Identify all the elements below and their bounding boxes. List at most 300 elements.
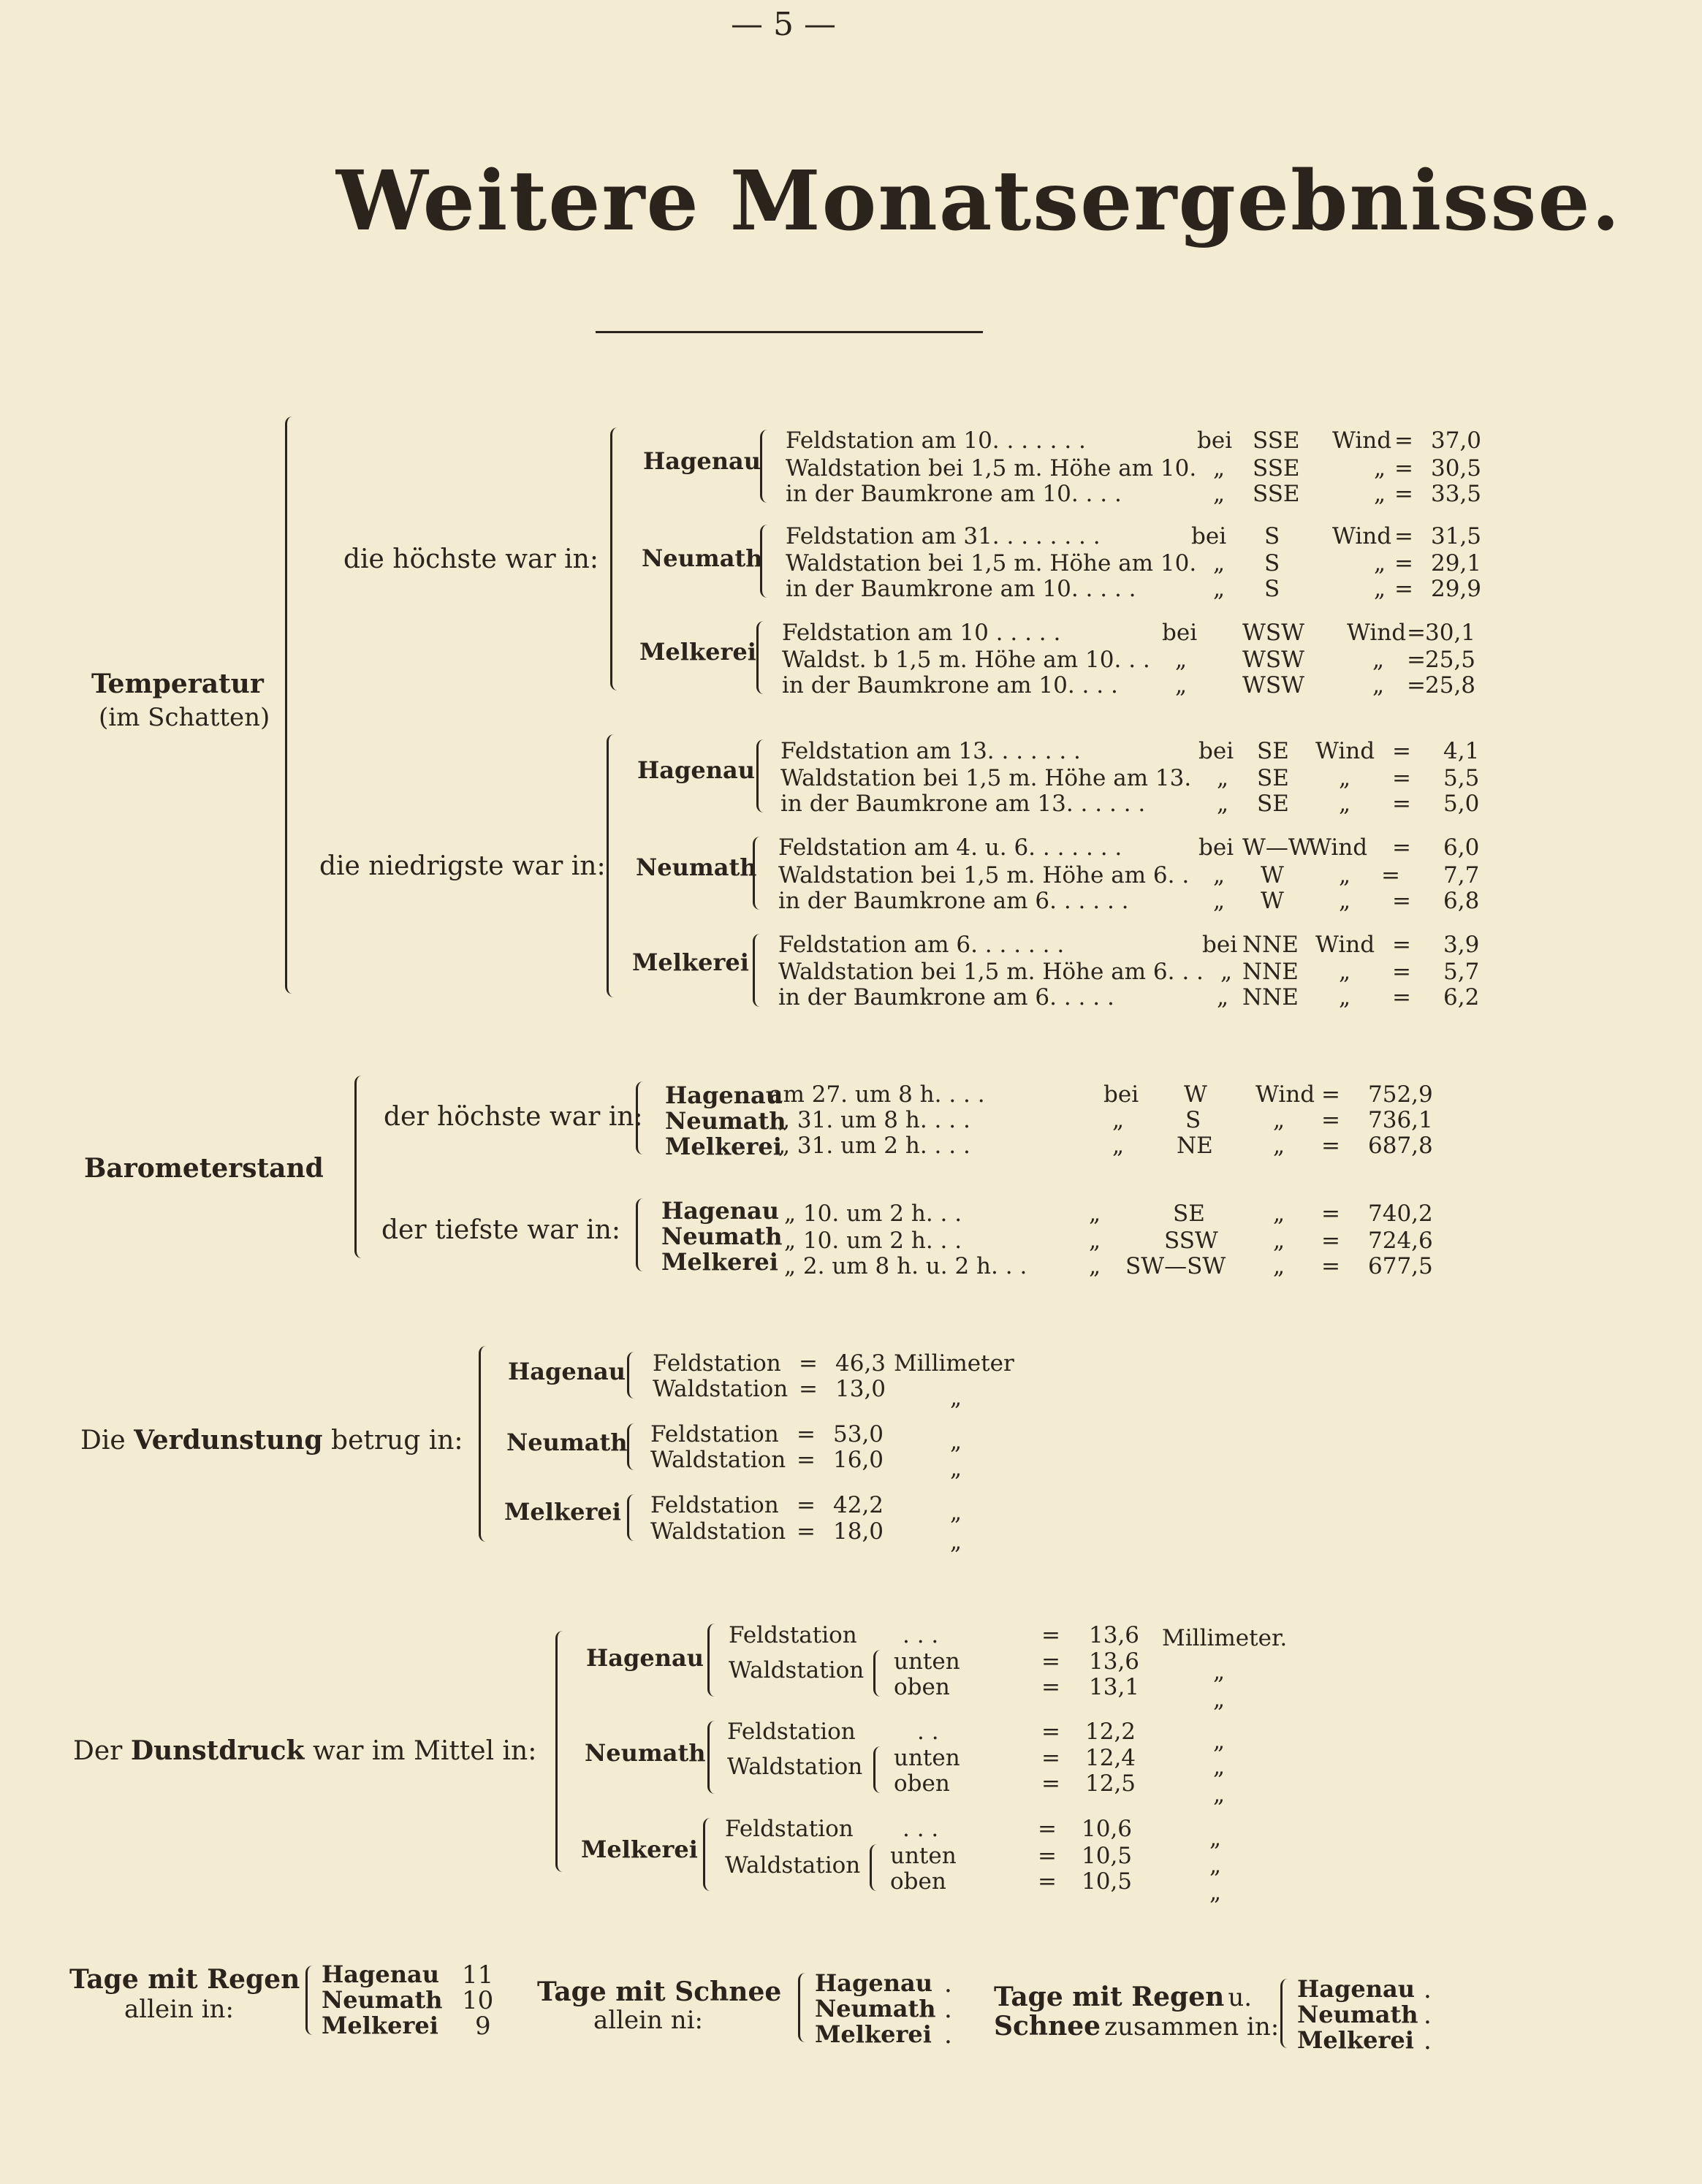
station-neumath: Neumath: [322, 1986, 443, 2014]
vapor-oben-eq: =: [1041, 1674, 1060, 1700]
temp-row-val: 33,5: [1431, 481, 1482, 507]
temp-row-bei: „: [1217, 984, 1229, 1011]
vapor-wald-brace: [873, 1650, 881, 1697]
station-neumath: Neumath: [506, 1428, 628, 1456]
temp-row-dir: SE: [1257, 791, 1289, 817]
temp-row-text: in der Baumkrone am 10. . . .: [782, 672, 1118, 699]
baro-row-text: „ 31. um 2 h. . . .: [778, 1133, 970, 1159]
temp-row-text: Waldstation bei 1,5 m. Höhe am 13.: [780, 765, 1192, 791]
temp-row-eq: =: [1392, 888, 1411, 914]
temp-row-val: 7,7: [1443, 862, 1480, 889]
station-hagenau: Hagenau: [322, 1960, 439, 1988]
temp-row-val: 5,7: [1443, 959, 1480, 985]
vapor-wald: Waldstation: [727, 1754, 863, 1780]
temperature-lowest-label: die niedrigste war in:: [319, 851, 606, 881]
baro-row-dir: NE: [1177, 1133, 1213, 1159]
temp-row-val: 25,8: [1425, 672, 1476, 699]
evap-row-unit: „: [950, 1428, 962, 1455]
baro-row-val: 736,1: [1368, 1107, 1433, 1133]
temp-row-eq: =: [1392, 791, 1411, 817]
station-melkerei: Melkerei: [661, 1248, 778, 1276]
temp-row-bei: „: [1175, 647, 1188, 673]
vapor-oben-eq: =: [1038, 1868, 1057, 1895]
temp-row-val: 6,8: [1443, 888, 1480, 914]
evap-row-unit: Millimeter: [894, 1350, 1014, 1377]
temp-row-bei: bei: [1191, 523, 1227, 549]
vapor-feld-unit: „: [1213, 1728, 1226, 1754]
temp-row-eq: =: [1407, 672, 1426, 699]
vapor-oben-eq: =: [1041, 1770, 1060, 1797]
snow-days-sublabel: allein ni:: [593, 2006, 703, 2035]
temp-row-eq: =: [1407, 620, 1426, 646]
temp-row-text: in der Baumkrone am 6. . . . . .: [778, 888, 1129, 914]
station-neumath: Neumath: [585, 1739, 706, 1767]
temp-row-wind: „: [1339, 888, 1351, 914]
temp-row-val: 5,5: [1443, 765, 1480, 791]
snow-days-value: .: [944, 1995, 952, 2024]
temp-row-wind: „: [1374, 550, 1386, 577]
temp-row-eq: =: [1381, 862, 1400, 889]
baro-row-text: am 27. um 8 h. . . .: [770, 1081, 985, 1108]
evap-row-val: 42,2: [833, 1492, 884, 1518]
temp-row-bei: „: [1213, 888, 1226, 914]
station-brace: [760, 430, 770, 503]
baro-row-text: „ 10. um 2 h. . .: [784, 1228, 962, 1254]
rain-snow-label-d: zusammen in:: [1104, 2012, 1280, 2042]
title-underline: [596, 331, 983, 333]
evap-row-eq: =: [799, 1350, 818, 1377]
rain-snow-days-label: [994, 1982, 1252, 2012]
evaporation-brace: [479, 1346, 493, 1542]
temp-row-dir: WSW: [1242, 620, 1304, 646]
vapor-unten-eq: =: [1038, 1843, 1057, 1869]
temp-row-dir: SE: [1257, 738, 1289, 764]
snow-days-value: .: [944, 1969, 952, 1998]
vapor-wald: Waldstation: [725, 1852, 861, 1879]
temp-row-bei: bei: [1198, 738, 1234, 764]
temp-row-text: Waldstation bei 1,5 m. Höhe am 10.: [786, 455, 1197, 482]
rain-days-value: 10: [462, 1986, 494, 2015]
station-melkerei: Melkerei: [632, 948, 749, 976]
baro-row-val: 740,2: [1368, 1201, 1433, 1227]
temp-row-eq: =: [1407, 647, 1426, 673]
vapor-wald: Waldstation: [729, 1657, 865, 1683]
temp-row-bei: bei: [1198, 834, 1234, 861]
temp-row-dir: W: [1261, 862, 1284, 889]
rain-days-sublabel: allein in:: [124, 1995, 234, 2024]
barometer-label: Barometerstand: [84, 1153, 324, 1184]
vapor-unten-unit: „: [1213, 1659, 1226, 1685]
baro-row-eq: =: [1321, 1201, 1340, 1227]
evap-row-name: Waldstation: [650, 1518, 786, 1545]
vapor-feld-val: 12,2: [1085, 1719, 1136, 1745]
baro-row-wind: „: [1273, 1253, 1285, 1279]
temp-row-wind: „: [1339, 862, 1351, 889]
temp-row-eq: =: [1392, 959, 1411, 985]
vapor-unten-val: 13,6: [1089, 1648, 1140, 1675]
baro-row-dir: SE: [1173, 1201, 1205, 1227]
temp-row-wind: Wind: [1332, 427, 1392, 454]
station-brace: [756, 621, 766, 694]
baro-row-dir: W: [1184, 1081, 1207, 1108]
temp-row-dir: NNE: [1242, 984, 1299, 1011]
baro-row-eq: =: [1321, 1253, 1340, 1279]
temperature-label: Temperatur: [91, 669, 264, 699]
temp-row-wind: „: [1339, 765, 1351, 791]
temperature-sublabel: (im Schatten): [99, 703, 270, 732]
snow-days-value: .: [944, 2020, 952, 2050]
evaporation-label-post: betrug in:: [331, 1426, 463, 1456]
vapor-label-pre: Der: [73, 1736, 123, 1766]
temp-row-text: Feldstation am 4. u. 6. . . . . . .: [778, 834, 1122, 861]
station-brace: [703, 1818, 713, 1891]
vapor-oben: oben: [894, 1674, 950, 1700]
vapor-label-post: war im Mittel in:: [312, 1736, 537, 1766]
station-melkerei: Melkerei: [1297, 2026, 1414, 2054]
baro-row-val: 677,5: [1368, 1253, 1433, 1279]
baro-row-dir: S: [1185, 1107, 1201, 1133]
rain-days-value: 9: [475, 2012, 491, 2041]
temp-row-val: 37,0: [1431, 427, 1482, 454]
temp-row-bei: „: [1213, 576, 1226, 602]
page-title: Weitere Monatsergebnisse.: [336, 153, 1622, 249]
vapor-unten-eq: =: [1041, 1648, 1060, 1675]
vapor-unten-val: 10,5: [1082, 1843, 1133, 1869]
vapor-unten-unit: „: [1209, 1852, 1222, 1879]
vapor-oben-unit: „: [1213, 1781, 1226, 1808]
rain-snow-days-value: .: [1424, 2001, 1432, 2030]
temp-row-eq: =: [1392, 765, 1411, 791]
evap-row-name: Waldstation: [650, 1447, 786, 1473]
temp-row-val: 30,1: [1425, 620, 1476, 646]
temp-row-wind: „: [1374, 576, 1386, 602]
temp-row-dir: NNE: [1242, 959, 1299, 985]
temp-row-dir: SSE: [1253, 481, 1300, 507]
temp-row-text: Feldstation am 31. . . . . . . .: [786, 523, 1101, 549]
station-neumath: Neumath: [642, 544, 763, 572]
baro-row-wind: „: [1273, 1107, 1285, 1133]
temp-row-dir: NNE: [1242, 932, 1299, 958]
temp-row-val: 3,9: [1443, 932, 1480, 958]
rain-snow-days-sublabel: [994, 2011, 1279, 2042]
station-melkerei: Melkerei: [665, 1133, 782, 1160]
station-melkerei: Melkerei: [581, 1835, 698, 1863]
temp-row-text: Waldstation bei 1,5 m. Höhe am 10.: [786, 550, 1197, 577]
temp-row-wind: „: [1339, 959, 1351, 985]
station-brace: [753, 934, 762, 1007]
rain-days-brace: [305, 1966, 314, 2035]
vapor-oben: oben: [890, 1868, 946, 1895]
temp-row-eq: =: [1394, 523, 1413, 549]
temp-row-eq: =: [1392, 932, 1411, 958]
station-neumath: Neumath: [1297, 2001, 1418, 2028]
station-melkerei: Melkerei: [639, 638, 756, 666]
evap-row-eq: =: [799, 1376, 818, 1402]
temp-row-dir: SE: [1257, 765, 1289, 791]
evap-row-val: 13,0: [835, 1376, 886, 1402]
temp-row-val: 30,5: [1431, 455, 1482, 482]
temp-row-dir: S: [1264, 550, 1280, 577]
temp-row-val: 6,0: [1443, 834, 1480, 861]
page-number: — 5 —: [731, 6, 836, 43]
baro-row-wind: Wind: [1255, 1081, 1315, 1108]
station-brace: [707, 1624, 717, 1697]
vapor-feld-eq: =: [1041, 1719, 1060, 1745]
station-melkerei: Melkerei: [322, 2012, 438, 2039]
vapor-unten-val: 12,4: [1085, 1745, 1136, 1771]
temp-row-val: 6,2: [1443, 984, 1480, 1011]
barometer-lowest-label: der tiefste war in:: [381, 1215, 621, 1245]
vapor-feld-eq: =: [1041, 1622, 1060, 1648]
rain-snow-label-a: Tage mit Regen: [994, 1982, 1225, 2012]
evap-row-eq: =: [797, 1421, 816, 1447]
temp-row-dir: S: [1264, 576, 1280, 602]
baro-row-eq: =: [1321, 1081, 1340, 1108]
temp-row-wind: Wind: [1308, 834, 1368, 861]
vapor-feld: Feldstation: [729, 1622, 857, 1648]
temp-row-dir: WSW: [1242, 672, 1304, 699]
baro-row-eq: =: [1321, 1228, 1340, 1254]
vapor-oben-unit: „: [1209, 1879, 1222, 1906]
vapor-feld-dots: . . .: [903, 1816, 939, 1842]
temp-row-dir: S: [1264, 523, 1280, 549]
baro-row-bei: „: [1089, 1253, 1101, 1279]
vapor-feld-unit: „: [1209, 1825, 1222, 1852]
temp-row-text: Waldstation bei 1,5 m. Höhe am 6. . .: [778, 959, 1204, 985]
baro-row-val: 752,9: [1368, 1081, 1433, 1108]
rain-snow-label-b: u.: [1228, 1983, 1253, 2012]
station-brace: [627, 1423, 635, 1470]
evaporation-label-bold: Verdunstung: [134, 1425, 323, 1456]
station-melkerei: Melkerei: [815, 2020, 932, 2048]
temp-row-dir: SSE: [1253, 427, 1300, 454]
station-hagenau: Hagenau: [637, 756, 755, 784]
temp-row-eq: =: [1394, 427, 1413, 454]
station-hagenau: Hagenau: [586, 1644, 704, 1672]
temp-row-text: Feldstation am 6. . . . . . .: [778, 932, 1065, 958]
rain-snow-days-value: .: [1424, 1975, 1432, 2004]
baro-row-dir: SSW: [1164, 1228, 1218, 1254]
temperature-highest-label: die höchste war in:: [343, 544, 599, 574]
baro-row-text: „ 10. um 2 h. . .: [784, 1201, 962, 1227]
barometer-highest-label: der höchste war in:: [384, 1102, 643, 1132]
temp-row-wind: „: [1372, 672, 1385, 699]
snow-days-label: Tage mit Schnee: [537, 1976, 782, 2007]
baro-row-bei: „: [1089, 1201, 1101, 1227]
vapor-oben-val: 12,5: [1085, 1770, 1136, 1797]
vapor-feld-dots: . . .: [903, 1622, 939, 1648]
temp-row-text: Waldstation bei 1,5 m. Höhe am 6. .: [778, 862, 1190, 889]
temp-row-wind: „: [1339, 791, 1351, 817]
vapor-feld: Feldstation: [727, 1719, 856, 1745]
temp-row-eq: =: [1394, 550, 1413, 577]
vapor-oben-val: 13,1: [1089, 1674, 1140, 1700]
temp-row-bei: bei: [1162, 620, 1198, 646]
temp-row-text: in der Baumkrone am 13. . . . . .: [780, 791, 1146, 817]
vapor-unten: unten: [894, 1745, 960, 1771]
temp-row-bei: „: [1213, 862, 1226, 889]
vapor-feld-val: 13,6: [1089, 1622, 1140, 1648]
temp-row-text: in der Baumkrone am 10. . . . .: [786, 576, 1136, 602]
barometer-lowest-brace: [636, 1198, 645, 1271]
station-neumath: Neumath: [636, 853, 757, 881]
station-brace: [760, 525, 770, 598]
vapor-feld-unit: Millimeter.: [1162, 1625, 1288, 1651]
vapor-oben-val: 10,5: [1082, 1868, 1133, 1895]
vapor-feld: Feldstation: [725, 1816, 854, 1842]
baro-row-text: „ 2. um 8 h. u. 2 h. . .: [784, 1253, 1027, 1279]
temp-row-eq: =: [1392, 984, 1411, 1011]
temp-row-eq: =: [1394, 455, 1413, 482]
evap-row-val: 46,3: [835, 1350, 886, 1377]
evap-row-name: Waldstation: [653, 1376, 789, 1402]
temp-row-dir: W—W: [1242, 834, 1312, 861]
temp-row-wind: „: [1372, 647, 1385, 673]
baro-row-val: 724,6: [1368, 1228, 1433, 1254]
station-hagenau: Hagenau: [508, 1358, 626, 1385]
temp-row-eq: =: [1392, 834, 1411, 861]
rain-snow-days-brace: [1280, 1979, 1288, 2048]
vapor-wald-brace: [870, 1844, 878, 1891]
temp-row-dir: WSW: [1242, 647, 1304, 673]
baro-row-bei: „: [1089, 1228, 1101, 1254]
temp-row-wind: Wind: [1315, 738, 1375, 764]
evap-row-eq: =: [797, 1492, 816, 1518]
temp-row-bei: „: [1217, 791, 1229, 817]
evap-row-unit: „: [950, 1499, 962, 1526]
temperature-brace: [285, 416, 300, 994]
temp-row-val: 5,0: [1443, 791, 1480, 817]
vapor-unten: unten: [890, 1843, 957, 1869]
vapor-label: [73, 1735, 536, 1766]
temp-row-val: 29,9: [1431, 576, 1482, 602]
station-brace: [627, 1352, 635, 1399]
station-brace: [753, 837, 762, 910]
station-brace: [756, 739, 766, 813]
baro-row-val: 687,8: [1368, 1133, 1433, 1159]
vapor-unten-eq: =: [1041, 1745, 1060, 1771]
temp-row-eq: =: [1394, 481, 1413, 507]
temp-row-eq: =: [1392, 738, 1411, 764]
temp-row-val: 29,1: [1431, 550, 1482, 577]
station-brace: [707, 1721, 717, 1794]
station-neumath: Neumath: [665, 1107, 786, 1135]
station-neumath: Neumath: [815, 1995, 936, 2023]
temp-row-bei: „: [1175, 672, 1188, 699]
temp-row-bei: „: [1220, 959, 1233, 985]
temp-row-bei: bei: [1202, 932, 1238, 958]
vapor-feld-val: 10,6: [1082, 1816, 1133, 1842]
vapor-unten-unit: „: [1213, 1754, 1226, 1780]
baro-row-bei: bei: [1103, 1081, 1139, 1108]
baro-row-wind: „: [1273, 1228, 1285, 1254]
vapor-wald-brace: [873, 1746, 881, 1793]
evap-row-unit: „: [950, 1456, 962, 1482]
baro-row-wind: „: [1273, 1201, 1285, 1227]
evap-row-val: 16,0: [833, 1447, 884, 1473]
station-hagenau: Hagenau: [661, 1197, 779, 1225]
station-melkerei: Melkerei: [504, 1498, 621, 1526]
vapor-oben: oben: [894, 1770, 950, 1797]
barometer-brace: [354, 1076, 368, 1258]
temp-row-text: Feldstation am 13. . . . . . .: [780, 738, 1081, 764]
temp-row-wind: „: [1374, 455, 1386, 482]
rain-days-value: 11: [462, 1960, 494, 1990]
temp-row-bei: „: [1213, 550, 1226, 577]
station-hagenau: Hagenau: [665, 1081, 783, 1109]
baro-row-bei: „: [1112, 1133, 1125, 1159]
barometer-highest-brace: [636, 1081, 645, 1154]
snow-days-brace: [798, 1973, 806, 2042]
baro-row-text: „ 31. um 8 h. . . .: [778, 1107, 970, 1133]
temp-row-bei: bei: [1197, 427, 1233, 454]
temperature-lowest-brace: [607, 734, 619, 997]
evap-row-val: 18,0: [833, 1518, 884, 1545]
baro-row-wind: „: [1273, 1133, 1285, 1159]
temp-row-val: 31,5: [1431, 523, 1482, 549]
temp-row-wind: Wind: [1347, 620, 1407, 646]
rain-days-label: Tage mit Regen: [69, 1964, 300, 1995]
station-hagenau: Hagenau: [1297, 1975, 1415, 2003]
vapor-oben-unit: „: [1213, 1686, 1226, 1713]
vapor-brace: [555, 1631, 571, 1872]
temp-row-text: Waldst. b 1,5 m. Höhe am 10. . .: [782, 647, 1150, 673]
temp-row-wind: Wind: [1332, 523, 1392, 549]
temp-row-bei: „: [1217, 765, 1229, 791]
evap-row-name: Feldstation: [650, 1492, 779, 1518]
temperature-highest-brace: [610, 427, 623, 690]
temp-row-bei: „: [1213, 481, 1226, 507]
temp-row-text: in der Baumkrone am 6. . . . .: [778, 984, 1114, 1011]
evap-row-eq: =: [797, 1518, 816, 1545]
station-brace: [627, 1494, 635, 1541]
vapor-feld-dots: . .: [917, 1719, 939, 1745]
evap-row-unit: „: [950, 1529, 962, 1555]
temp-row-val: 25,5: [1425, 647, 1476, 673]
temp-row-text: Feldstation am 10 . . . . .: [782, 620, 1061, 646]
temp-row-text: Feldstation am 10. . . . . . .: [786, 427, 1086, 454]
evap-row-unit: „: [950, 1385, 962, 1411]
temp-row-dir: W: [1261, 888, 1284, 914]
evap-row-name: Feldstation: [653, 1350, 781, 1377]
baro-row-eq: =: [1321, 1133, 1340, 1159]
station-hagenau: Hagenau: [815, 1969, 932, 1997]
evaporation-label-pre: Die: [80, 1426, 126, 1456]
rain-snow-label-c: Schnee: [994, 2011, 1101, 2042]
baro-row-bei: „: [1112, 1107, 1125, 1133]
vapor-unten: unten: [894, 1648, 960, 1675]
rain-snow-days-value: .: [1424, 2026, 1432, 2055]
evap-row-val: 53,0: [833, 1421, 884, 1447]
evaporation-label: [80, 1425, 463, 1456]
temp-row-text: in der Baumkrone am 10. . . .: [786, 481, 1122, 507]
temp-row-val: 4,1: [1443, 738, 1480, 764]
baro-row-dir: SW—SW: [1125, 1253, 1226, 1279]
station-neumath: Neumath: [661, 1222, 783, 1250]
temp-row-bei: „: [1213, 455, 1226, 482]
temp-row-wind: „: [1374, 481, 1386, 507]
temp-row-dir: SSE: [1253, 455, 1300, 482]
evap-row-eq: =: [797, 1447, 816, 1473]
temp-row-wind: „: [1339, 984, 1351, 1011]
baro-row-eq: =: [1321, 1107, 1340, 1133]
temp-row-wind: Wind: [1315, 932, 1375, 958]
temp-row-eq: =: [1394, 576, 1413, 602]
vapor-feld-eq: =: [1038, 1816, 1057, 1842]
vapor-label-bold: Dunstdruck: [130, 1735, 305, 1766]
station-hagenau: Hagenau: [643, 447, 761, 475]
evap-row-name: Feldstation: [650, 1421, 779, 1447]
